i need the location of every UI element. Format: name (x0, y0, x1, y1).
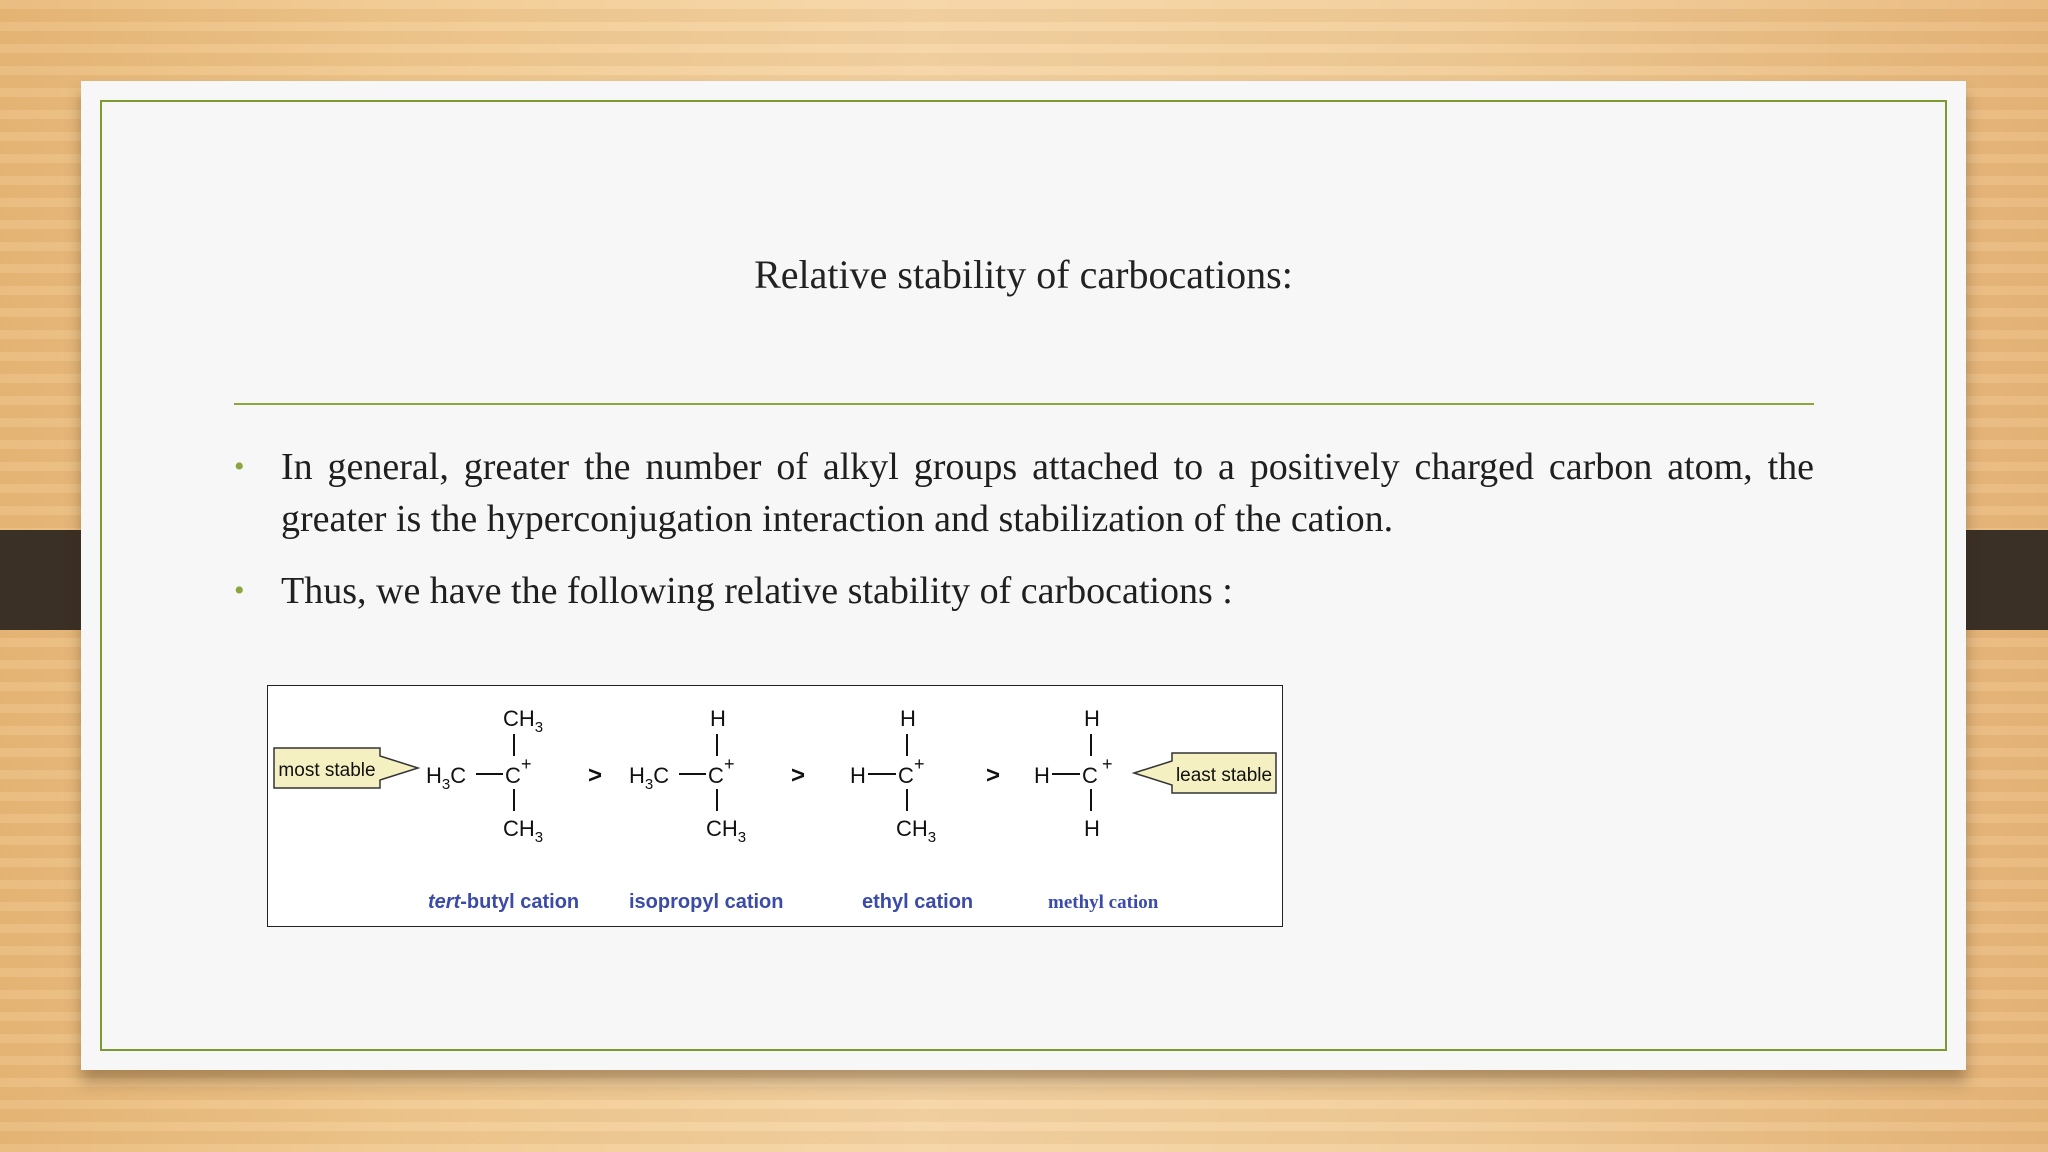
tert-butyl-center-carbon: C (505, 763, 521, 788)
ethyl-cation-name: ethyl cation (862, 891, 974, 913)
ethyl-top-group: H (900, 706, 916, 731)
methyl-center-carbon: C (1082, 763, 1098, 788)
slide (81, 81, 1966, 1070)
title-divider (234, 403, 1814, 405)
isopropyl-top-group: H (710, 706, 726, 731)
ethyl-center-carbon: C (898, 763, 914, 788)
ethyl-left-group: H (850, 763, 866, 788)
carbocation-stability-figure (267, 685, 1283, 927)
ethyl-charge: + (914, 754, 925, 774)
least-stable-callout (1134, 753, 1276, 793)
isopropyl-cation-name: isopropyl cation (629, 891, 784, 913)
bullet-icon: • (234, 450, 245, 483)
methyl-top-group: H (1084, 706, 1100, 731)
greater-than-2: > (791, 762, 806, 789)
ethyl-cation-structure (850, 706, 973, 913)
bullet-item-1 (234, 441, 1814, 545)
isopropyl-bottom-group: $CH_3$ (706, 816, 747, 846)
slide-title: Relative stability of carbocations: (754, 252, 1293, 297)
tert-butyl-cation-name: tert-butyl cation (428, 891, 580, 913)
most-stable-callout (274, 748, 418, 788)
tert-butyl-left-group: $H_3C$ (426, 763, 467, 793)
methyl-left-group: H (1034, 763, 1050, 788)
bullet-icon: • (234, 574, 245, 607)
isopropyl-charge: + (724, 754, 735, 774)
tert-butyl-bottom-group: $CH_3$ (503, 816, 544, 846)
bullet-list (234, 441, 1814, 637)
methyl-charge: + (1102, 754, 1113, 774)
greater-than-1: > (588, 762, 603, 789)
methyl-cation-structure (1034, 706, 1159, 913)
ethyl-bottom-group: $CH_3$ (896, 816, 937, 846)
isopropyl-center-carbon: C (708, 763, 724, 788)
bullet-item-2 (234, 565, 1814, 617)
bullet-text-2: Thus, we have the following relative stability of carbocations : (281, 570, 1233, 612)
tert-butyl-top-group: $CH_3$ (503, 706, 544, 736)
tert-butyl-charge: + (521, 754, 532, 774)
methyl-cation-name: methyl cation (1048, 892, 1159, 913)
methyl-bottom-group: H (1084, 816, 1100, 841)
isopropyl-left-group: $H_3C$ (629, 763, 670, 793)
tert-butyl-cation-structure (426, 706, 579, 913)
most-stable-label: most stable (278, 760, 376, 781)
isopropyl-cation-structure (629, 706, 783, 913)
least-stable-label: least stable (1175, 765, 1273, 786)
carbocation-diagram (268, 686, 1282, 926)
greater-than-3: > (986, 762, 1001, 789)
bullet-text-1: In general, greater the number of alkyl groups attached to a positively charged carbon atom, the greater is the hyperconjugation interaction and stabilization of the cation. (281, 446, 1814, 540)
